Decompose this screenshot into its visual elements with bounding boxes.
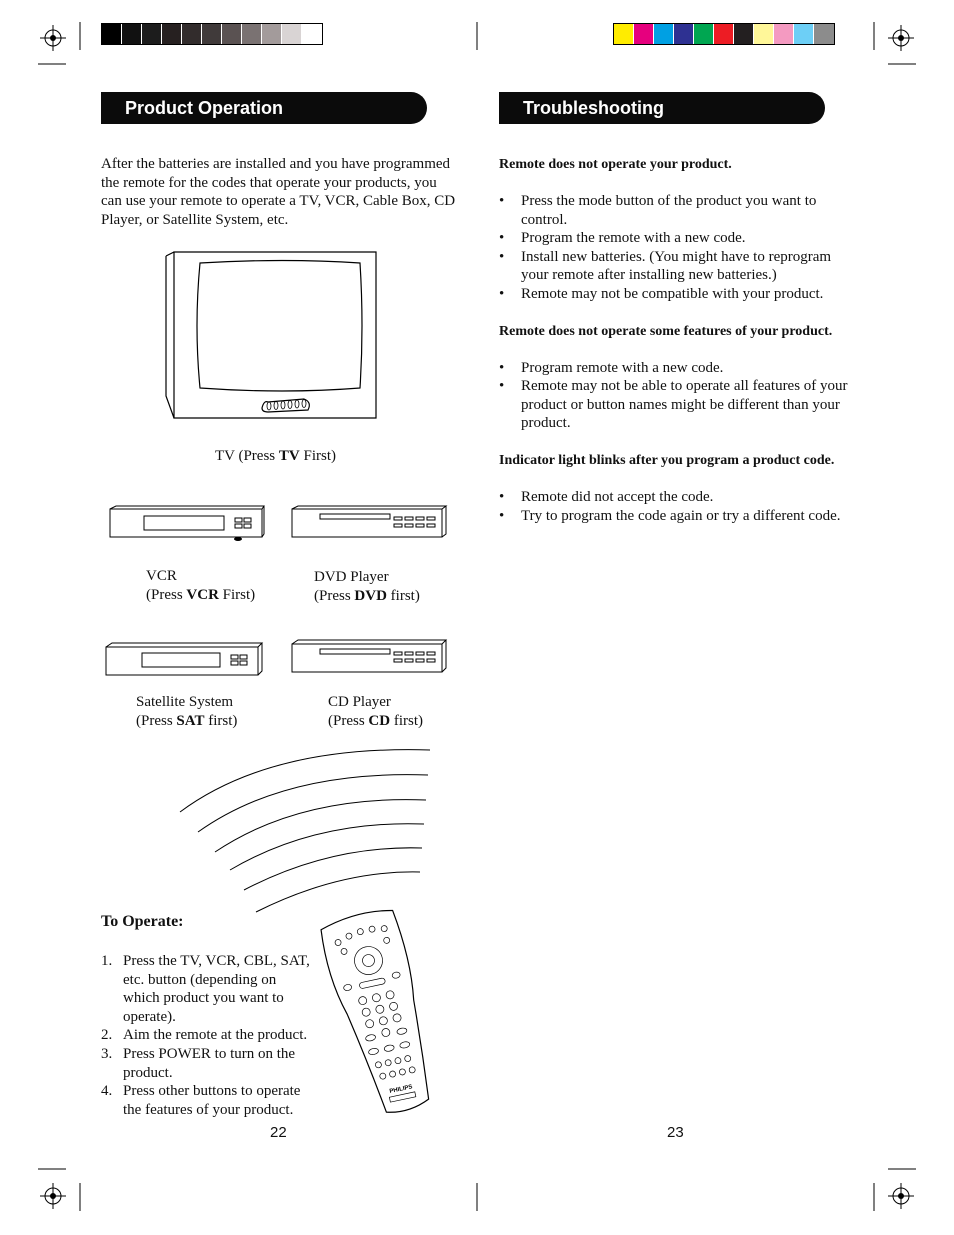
satellite-system-illustration	[104, 641, 264, 681]
grayscale-calibration-bar	[101, 23, 323, 45]
vcr-illustration	[108, 505, 266, 545]
grayscale-swatch	[302, 24, 322, 44]
step-number: 3.	[101, 1045, 113, 1062]
troubleshooting-heading: Remote does not operate some features of your product.	[499, 323, 833, 339]
vcr-caption: VCR (Press VCR First)	[146, 568, 256, 603]
troubleshooting-item: • Try to program the code again or try a different code.	[499, 507, 855, 526]
color-swatch	[814, 24, 834, 44]
satellite-caption: Satellite System (Press SAT first)	[136, 694, 238, 729]
grayscale-swatch	[122, 24, 142, 44]
color-swatch	[614, 24, 634, 44]
troubleshooting-heading: Indicator light blinks after you program a product code.	[499, 452, 835, 468]
left-page-number: 22	[270, 1124, 287, 1141]
color-swatch	[674, 24, 694, 44]
troubleshooting-sections	[499, 155, 855, 543]
color-swatch	[794, 24, 814, 44]
cd-caption: CD Player (Press CD first)	[328, 694, 424, 729]
troubleshooting-item: • Program remote with a new code.	[499, 359, 855, 378]
troubleshooting-list	[499, 192, 855, 304]
troubleshooting-banner: Troubleshooting	[499, 92, 825, 124]
troubleshooting-item: • Remote may not be compatible with your product.	[499, 285, 855, 304]
remote-brand-label: PHILIPS	[389, 1084, 414, 1095]
color-swatch	[754, 24, 774, 44]
step-text: Press POWER to turn on the product.	[123, 1045, 296, 1081]
grayscale-swatch	[102, 24, 122, 44]
troubleshooting-item: • Install new batteries. (You might have to reprogram your remote after installing new batteries.)	[499, 248, 855, 285]
intro-paragraph: After the batteries are installed and you have programmed the remote for the codes that operate your products, you can use your remote to operate a TV, VCR, Cable Box, CD Player, or Satellite System, etc.	[101, 156, 456, 228]
grayscale-swatch	[262, 24, 282, 44]
cd-player-illustration	[290, 638, 448, 678]
product-operation-banner: Product Operation	[101, 92, 427, 124]
remote-control-illustration	[318, 908, 436, 1122]
grayscale-swatch	[242, 24, 262, 44]
grayscale-swatch	[282, 24, 302, 44]
step-number: 1.	[101, 953, 113, 969]
color-swatch	[654, 24, 674, 44]
dvd-player-illustration	[290, 505, 448, 545]
grayscale-swatch	[222, 24, 242, 44]
step-text: Press other buttons to operate the features of your product.	[123, 1083, 301, 1118]
troubleshooting-list	[499, 488, 855, 525]
grayscale-swatch	[142, 24, 162, 44]
troubleshooting-list	[499, 359, 855, 433]
color-swatch	[714, 24, 734, 44]
operate-step	[101, 1026, 315, 1045]
operate-step	[101, 952, 315, 1026]
grayscale-swatch	[202, 24, 222, 44]
troubleshooting-item: • Remote may not be able to operate all features of your product or button names might be different than your product.	[499, 377, 855, 433]
operate-step	[101, 1082, 315, 1119]
to-operate-heading: To Operate:	[101, 913, 184, 930]
color-calibration-bar	[613, 23, 835, 45]
color-swatch	[634, 24, 654, 44]
color-swatch	[694, 24, 714, 44]
tv-illustration	[164, 246, 380, 430]
dvd-caption: DVD Player (Press DVD first)	[314, 569, 420, 604]
troubleshooting-heading: Remote does not operate your product.	[499, 157, 732, 172]
step-number: 2.	[101, 1027, 113, 1044]
operate-steps-list	[101, 952, 315, 1119]
color-swatch	[774, 24, 794, 44]
step-number: 4.	[101, 1083, 113, 1100]
grayscale-swatch	[182, 24, 202, 44]
operate-step	[101, 1045, 315, 1082]
troubleshooting-item: • Remote did not accept the code.	[499, 488, 855, 507]
step-text: Press the TV, VCR, CBL, SAT, etc. button (depending on which product you want to operate).	[123, 953, 310, 1025]
troubleshooting-item: • Program the remote with a new code.	[499, 229, 855, 248]
signal-waves-illustration	[170, 740, 440, 920]
color-swatch	[734, 24, 754, 44]
grayscale-swatch	[162, 24, 182, 44]
right-page-number: 23	[667, 1124, 684, 1141]
troubleshooting-item: • Press the mode button of the product you want to control.	[499, 192, 855, 229]
tv-caption: TV (Press TV First)	[215, 448, 336, 464]
step-text: Aim the remote at the product.	[123, 1027, 308, 1044]
